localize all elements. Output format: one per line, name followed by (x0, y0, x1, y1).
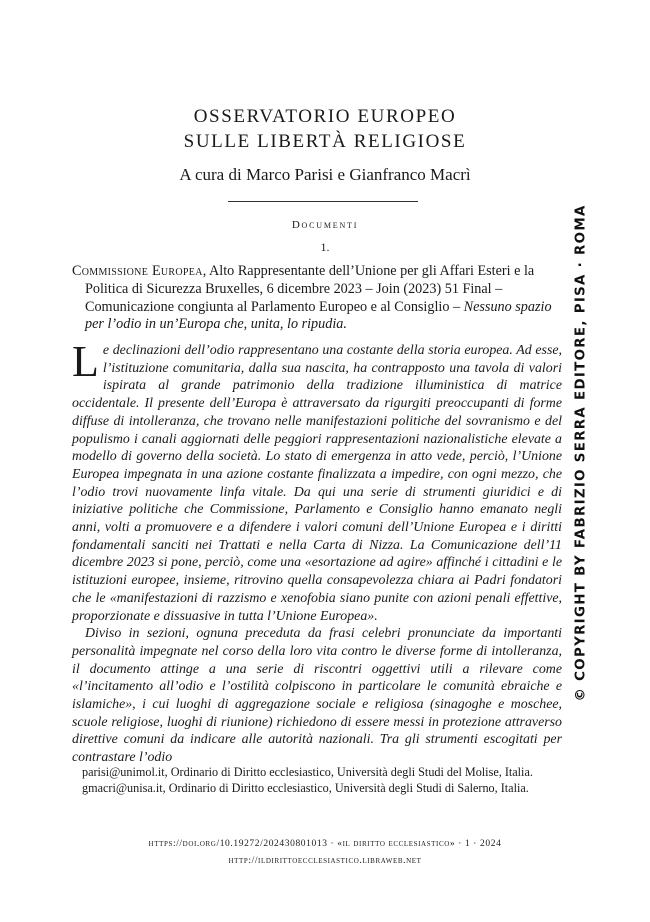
journal-section-title-line2: SULLE LIBERTÀ RELIGIOSE (183, 131, 467, 152)
document-number: 1. (320, 240, 330, 254)
paragraph-2: Diviso in sezioni, ognuna preceduta da frasi celebri pronunciate da importanti personalità impegnate nel corso della loro vita contro le diverse forme di intolleranza, il documento attinge a una serie di riscontri oggettivi utili a rilevare come «l’incitamento all’odio e l’ostilità colpiscono in particolare le comunità ebraiche e islamiche», i cui luoghi di aggregazione sociale e religiosa (sinagoghe e moschee, scuole religiose, luoghi di riunione) richiedono di essere messi in protezione attraverso direttive comuni da indicare alle autorità nazionali. Tra gli strumenti escogitati per contrastare l’odio (72, 626, 562, 766)
copyright-text: © COPYRIGHT BY FABRIZIO SERRA EDITORE, PISA · ROMA (573, 204, 589, 702)
doi-footer: https://doi.org/10.19272/202430801013 · «il diritto ecclesiastico» · 1 · 2024 (148, 839, 502, 849)
footnote-parisi: parisi@unimol.it, Ordinario di Diritto ecclesiastico, Università degli Studi del Molise, Italia. (82, 765, 533, 779)
journal-section-title-line1: OSSERVATORIO EUROPEO (193, 106, 457, 127)
paragraph-1-text: e declinazioni dell’odio rappresentano una costante della storia europea. Ad esse, l’istituzione comunitaria, dalla sua nascita, ha contrapposto una tavola di valori ispirata al grande patrimonio della tradizione illuministica di matrice occidentale. Il presente dell’Europa è attraversato da rigurgiti preoccupanti di forme diffuse di intolleranza, che trovano nelle manifestazioni politiche del sovranismo e del populismo i canali aggiornati delle peggiori rappresentazioni nazionalistiche elevate a modello di governo della società. Lo stato di emergenza in atto vede, perciò, l’Unione Europea impegnata in una azione costante finalizzata a impedire, con ogni mezzo, che l’odio trovi nuovamente linfa vitale. Da qui una serie di strumenti giuridici e di iniziative politiche che Commissione, Parlamento e Consiglio hanno emanato negli anni, volti a promuovere e a difendere i valori comuni dell’Unione Europea e i diritti fondamentali sanciti nei Trattati e nella Carta di Nizza. La Comunicazione dell’11 dicembre 2023 si pone, perciò, come una «esortazione ad agire» affinché i cittadini e le istituzioni europee, insieme, ritrovino quella consapevolezza chiara ai Padri fondatori che le «manifestazioni di razzismo e xenofobia siano punite con azioni penali effettive, proporzionate e dissuasive in tutta l’Unione Europea». (72, 343, 562, 624)
drop-cap: L (72, 337, 99, 386)
editors-line: A cura di Marco Parisi e Gianfranco Macrì (179, 165, 471, 184)
paragraph-1 (72, 337, 562, 625)
citation-details: , Alto Rappresentante dell’Unione per gli Affari Esteri e la Politica di Sicurezza Bruxelles, 6 dicembre 2023 – Join (2023) 51 Final – Comunicazione congiunta al Parlamento Europeo e al Consiglio – (85, 263, 535, 315)
citation-issuer: Commissione Europea (72, 263, 203, 279)
document-citation (72, 263, 562, 334)
section-heading: Documenti (291, 219, 359, 231)
author-footnotes (72, 764, 562, 796)
footnote-macri: gmacri@unisa.it, Ordinario di Diritto ecclesiastico, Università degli Studi di Salerno, Italia. (82, 781, 529, 795)
body-text (72, 337, 562, 767)
citation-document-title: Nessuno spazio per l’odio in un’Europa che, unita, lo ripudia. (85, 298, 552, 333)
title-divider (228, 201, 418, 202)
website-footer: http://ildirittoecclesiastico.libraweb.net (228, 856, 422, 866)
